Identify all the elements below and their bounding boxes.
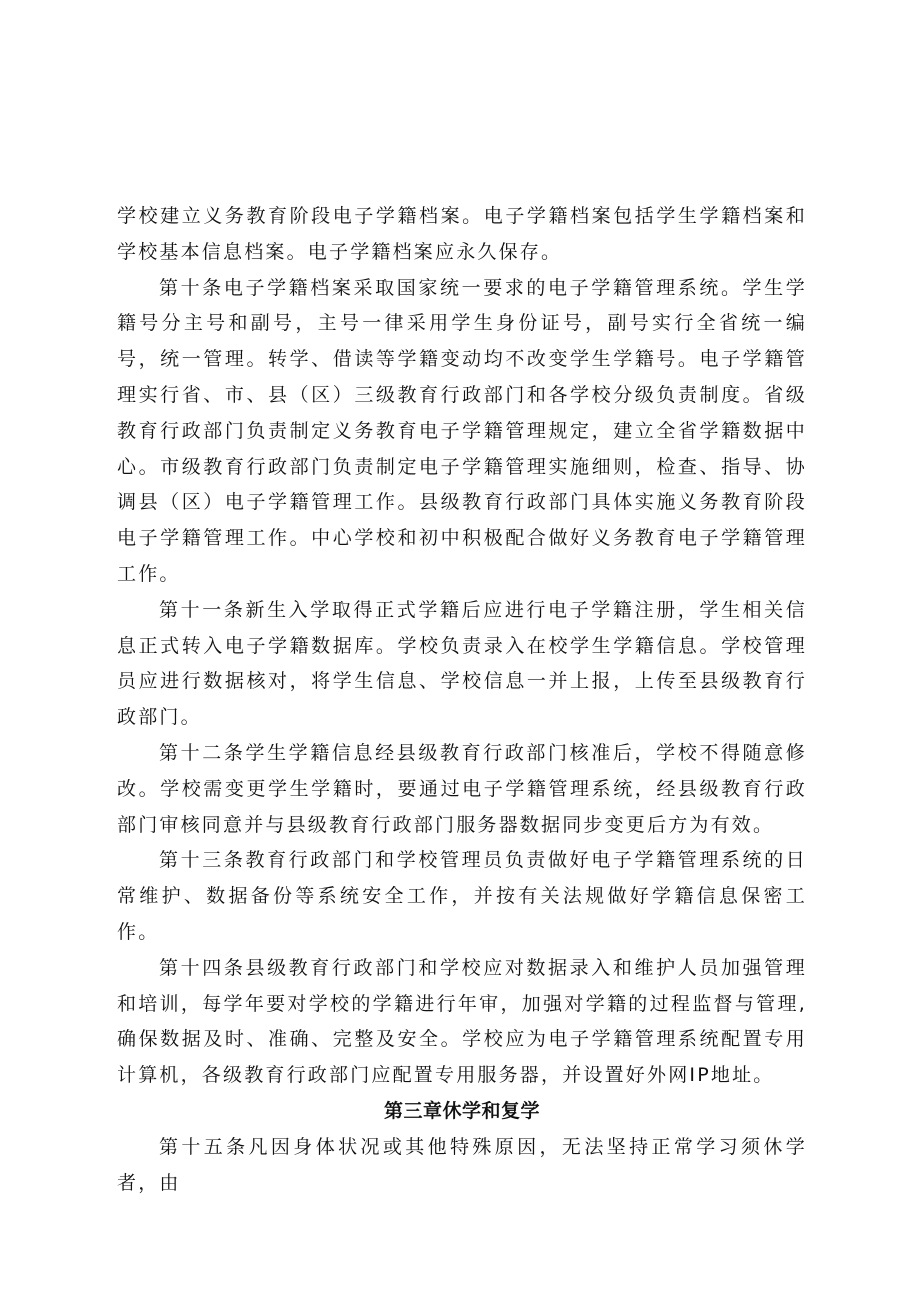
article-14: 第十四条县级教育行政部门和学校应对数据录入和维护人员加强管理和培训，每学年要对学校的学籍进行年审，加强对学籍的过程监督与管理,确保数据及时、准确、完整及安全。学校应为电子学籍管理系统配置专用计算机，各级教育行政部门应配置专用服务器，并设置好外网IP地址。 <box>117 956 807 1087</box>
article-10: 第十条电子学籍档案采取国家统一要求的电子学籍管理系统。学生学籍号分主号和副号，主号一律采用学生身份证号，副号实行全省统一编号，统一管理。转学、借读等学籍变动均不改变学生学籍号。电子学籍管理实行省、市、县（区）三级教育行政部门和各学校分级负责制度。省级教育行政部门负责制定义务教育电子学籍管理规定，建立全省学籍数据中心。市级教育行政部门负责制定电子学籍管理实施细则，检查、指导、协调县（区）电子学籍管理工作。县级教育行政部门具体实施义务教育阶段电子学籍管理工作。中心学校和初中积极配合做好义务教育电子学籍管理工作。 <box>117 276 807 585</box>
chapter-title: 第三章休学和复学 <box>383 1099 540 1122</box>
article-15: 第十五条凡因身体状况或其他特殊原因，无法坚持正常学习须休学者，由 <box>117 1135 807 1194</box>
document-body <box>117 199 807 1201</box>
article-11: 第十一条新生入学取得正式学籍后应进行电子学籍注册，学生相关信息正式转入电子学籍数据库。学校负责录入在校学生学籍信息。学校管理员应进行数据核对，将学生信息、学校信息一并上报，上传至县级教育行政部门。 <box>117 598 807 729</box>
article-13: 第十三条教育行政部门和学校管理员负责做好电子学籍管理系统的日常维护、数据备份等系统安全工作，并按有关法规做好学籍信息保密工作。 <box>117 849 807 943</box>
paragraph-archive: 学校建立义务教育阶段电子学籍档案。电子学籍档案包括学生学籍档案和学校基本信息档案。电子学籍档案应永久保存。 <box>117 205 807 263</box>
article-12: 第十二条学生学籍信息经县级教育行政部门核准后，学校不得随意修改。学校需变更学生学籍时，要通过电子学籍管理系统，经县级教育行政部门审核同意并与县级教育行政部门服务器数据同步变更后方为有效。 <box>117 741 807 836</box>
